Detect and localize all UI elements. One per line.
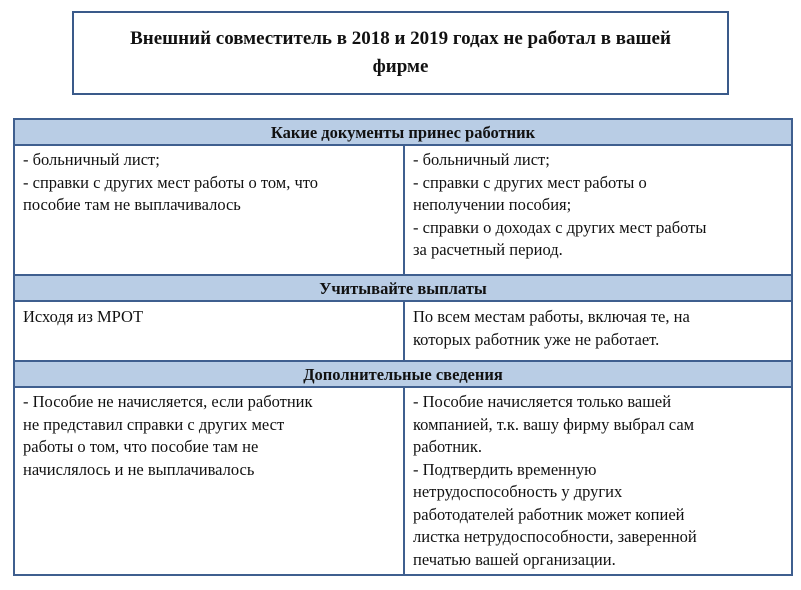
cell-right-documents (404, 145, 792, 275)
section-header-row (14, 361, 792, 387)
text-line: печатью вашей организации. (413, 549, 616, 569)
text-line: - Пособие начисляется только вашей (413, 392, 672, 411)
text-line: - больничный лист; (413, 150, 550, 169)
text-line: По всем местам работы, включая те, на (413, 307, 690, 326)
text-line: работы о том, что пособие там не (23, 437, 259, 456)
text-line: Исходя из МРОТ (23, 307, 144, 326)
text-line: компанией, т.к. вашу фирму выбрал сам (413, 414, 695, 434)
text-line: которых работник уже не работает. (413, 329, 660, 349)
text-line: за расчетный период. (413, 240, 563, 259)
section-header-payments: Учитывайте выплаты (14, 275, 792, 301)
text-line: - Пособие не начисляется, если работник (23, 392, 313, 411)
cell-left-payments (14, 301, 404, 361)
comparison-table (13, 118, 793, 576)
cell-left-additional (14, 387, 404, 575)
cell-left-documents (14, 145, 404, 275)
text-line: работник. (413, 437, 483, 456)
section-header-row (14, 119, 792, 145)
cell-right-payments (404, 301, 792, 361)
table-row (14, 387, 792, 575)
text-line: нетрудоспособность у других (413, 482, 623, 501)
text-line: - справки о доходах с других мест работы (413, 217, 707, 237)
text-line: неполучении пособия; (413, 195, 572, 214)
text-line: листка нетрудоспособности, заверенной (413, 527, 697, 546)
table-row (14, 145, 792, 275)
section-header-row (14, 275, 792, 301)
text-line: пособие там не выплачивалось (23, 195, 241, 214)
page-title: Внешний совместитель в 2018 и 2019 годах не работал в вашей фирме (130, 28, 671, 77)
section-header-additional: Дополнительные сведения (14, 361, 792, 387)
section-header-documents: Какие документы принес работник (14, 119, 792, 145)
text-line: начислялось и не выплачивалось (23, 459, 255, 479)
text-line: - больничный лист; (23, 150, 160, 169)
text-line: не представил справки с других мест (23, 414, 285, 434)
text-line: - справки с других мест работы о том, что (23, 172, 319, 192)
title-box (72, 11, 729, 95)
cell-right-additional (404, 387, 792, 575)
table-row (14, 301, 792, 361)
text-line: - Подтвердить временную (413, 459, 597, 479)
text-line: - справки с других мест работы о (413, 172, 647, 192)
text-line: работодателей работник может копией (413, 504, 685, 524)
